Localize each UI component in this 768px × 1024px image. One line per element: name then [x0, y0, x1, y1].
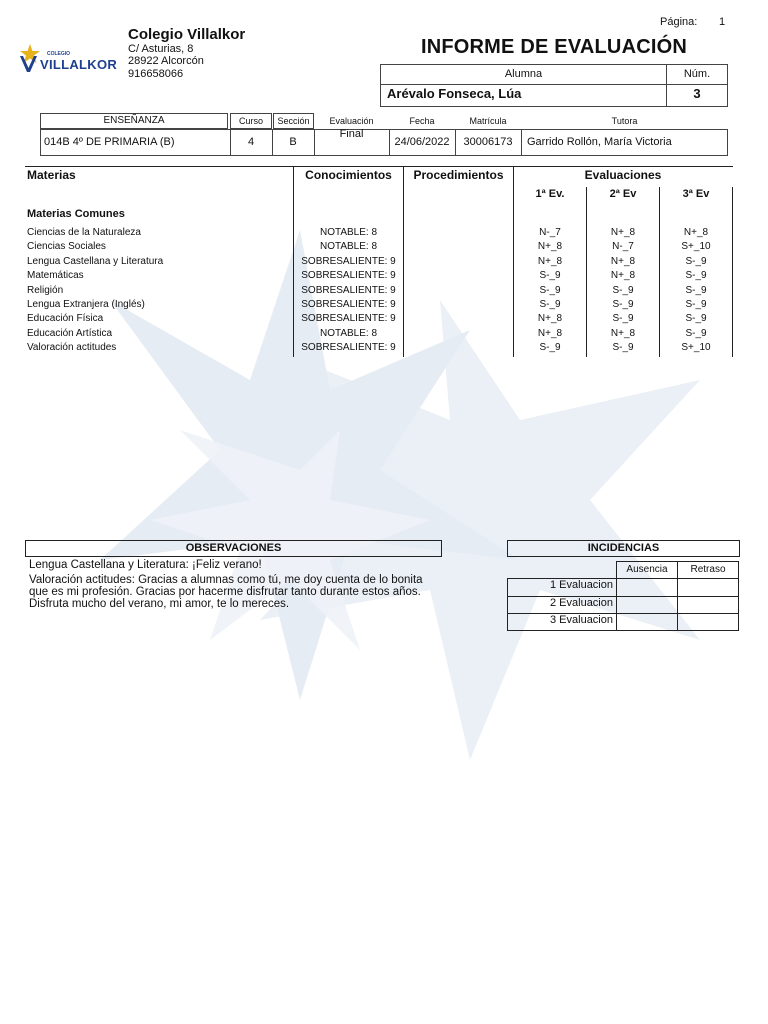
subject-name: Ciencias de la Naturaleza	[27, 227, 141, 238]
header-ev3: 3ª Ev	[682, 188, 710, 200]
subject-name: Religión	[27, 284, 64, 296]
student-name: Arévalo Fonseca, Lúa	[387, 86, 522, 101]
group-title: Materias Comunes	[27, 208, 125, 220]
grade-ev3: N+_8	[683, 227, 709, 238]
grade-conocimientos: SOBRESALIENTE: 9	[301, 284, 396, 296]
header-conocimientos: Conocimientos	[305, 168, 392, 182]
value-fecha: 24/06/2022	[394, 136, 450, 148]
grade-ev1: S-_9	[539, 270, 561, 282]
student-number: 3	[693, 86, 701, 101]
subject-name: Matemáticas	[27, 270, 84, 282]
school-logo	[18, 42, 123, 74]
observations-title: OBSERVACIONES	[185, 542, 282, 554]
student-name-header: Alumna	[504, 68, 543, 80]
incident-row-1: 1 Evaluacion	[550, 579, 613, 591]
header-matricula: Matrícula	[469, 116, 507, 126]
subject-name: Lengua Castellana y Literatura	[27, 255, 164, 267]
subject-name: Ciencias Sociales	[27, 241, 106, 253]
school-name: Colegio Villalkor	[128, 26, 246, 43]
student-box	[380, 64, 728, 107]
grade-ev3: S+_10	[681, 342, 711, 354]
value-tutora: Garrido Rollón, María Victoria	[527, 136, 672, 148]
grade-ev3: S+_10	[681, 241, 711, 253]
grade-ev1: N+_8	[537, 255, 563, 267]
grade-ev1: N+_8	[537, 241, 563, 253]
grade-ev1: N-_7	[539, 227, 561, 238]
value-matricula: 30006173	[463, 136, 513, 148]
subject-name: Educación Física	[27, 313, 104, 325]
value-seccion: B	[289, 136, 297, 148]
subject-name: Educación Artística	[27, 327, 113, 339]
grade-ev2: S-_9	[612, 299, 634, 310]
incidents-col-late: Retraso	[690, 564, 726, 575]
school-address-street: C/ Asturias, 8	[128, 43, 194, 55]
header-fecha: Fecha	[409, 116, 435, 126]
header-ev1: 1ª Ev.	[535, 188, 565, 200]
grade-ev3: S-_9	[685, 327, 707, 339]
grade-ev1: S-_9	[539, 284, 561, 296]
grade-ev2: S-_9	[612, 284, 634, 296]
grade-ev2: S-_9	[612, 313, 634, 325]
grade-ev3: S-_9	[685, 270, 707, 282]
grade-conocimientos: NOTABLE: 8	[319, 227, 378, 238]
grade-conocimientos: NOTABLE: 8	[319, 241, 378, 253]
page-number: 1	[719, 16, 726, 28]
grade-ev2: N+_8	[610, 327, 636, 339]
observation-line-2: Valoración actitudes: Gracias a alumnas como tú, me doy cuenta de lo bonita	[29, 574, 423, 586]
value-curso: 4	[247, 136, 255, 148]
grade-conocimientos: SOBRESALIENTE: 9	[301, 255, 396, 267]
incidents-table	[507, 561, 739, 631]
logo-small-text: COLEGIO	[47, 51, 71, 57]
logo-text: VILLALKOR	[40, 57, 118, 72]
school-phone: 916658066	[128, 68, 184, 80]
grade-conocimientos: SOBRESALIENTE: 9	[301, 313, 396, 325]
value-evaluacion: Final	[339, 128, 364, 140]
grade-conocimientos: SOBRESALIENTE: 9	[301, 342, 396, 354]
incidents-title: INCIDENCIAS	[587, 542, 660, 554]
observations-header	[25, 540, 442, 557]
grade-ev1: S-_9	[539, 342, 561, 354]
observation-line-3: que es mi profesión. Gracias por hacerme disfrutar tanto durante estos años.	[29, 586, 421, 598]
grade-ev2: N-_7	[612, 241, 634, 253]
grade-conocimientos: NOTABLE: 8	[319, 327, 378, 339]
grade-ev2: N+_8	[610, 227, 636, 238]
grade-ev2: N+_8	[610, 270, 636, 282]
incidents-header	[507, 540, 740, 557]
grade-conocimientos: SOBRESALIENTE: 9	[301, 270, 396, 282]
grade-ev1: N+_8	[537, 327, 563, 339]
header-evaluacion: Evaluación	[329, 116, 374, 126]
header-evaluaciones: Evaluaciones	[584, 168, 662, 182]
header-materias: Materias	[27, 168, 76, 182]
incident-row-3: 3 Evaluacion	[550, 614, 613, 626]
grade-ev3: S-_9	[685, 255, 707, 267]
header-procedimientos: Procedimientos	[413, 168, 504, 182]
page-label: Página:	[660, 16, 698, 28]
header-ensenanza: ENSEÑANZA	[103, 115, 165, 126]
incidents-col-absence: Ausencia	[626, 564, 668, 575]
grade-ev3: S-_9	[685, 284, 707, 296]
value-ensenanza: 014B 4º DE PRIMARIA (B)	[44, 136, 175, 148]
subject-name: Lengua Extranjera (Inglés)	[27, 299, 145, 310]
grades-section	[0, 160, 768, 360]
incident-row-2: 2 Evaluacion	[550, 597, 613, 609]
header-curso: Curso	[238, 116, 263, 126]
observation-line-4: Disfruta mucho del verano, mi amor, te lo mereces.	[29, 598, 290, 610]
subject-name: Valoración actitudes	[27, 342, 117, 354]
grade-conocimientos: SOBRESALIENTE: 9	[301, 299, 396, 310]
report-title: INFORME DE EVALUACIÓN	[420, 36, 688, 58]
header-tutora: Tutora	[611, 116, 638, 126]
header-seccion: Sección	[277, 116, 310, 126]
grade-ev2: N+_8	[610, 255, 636, 267]
grade-ev2: S-_9	[612, 342, 634, 354]
student-number-header: Núm.	[683, 68, 711, 80]
grade-ev1: N+_8	[537, 313, 563, 325]
observation-line-1: Lengua Castellana y Literatura: ¡Feliz verano!	[29, 559, 262, 571]
grade-ev1: S-_9	[539, 299, 561, 310]
enrollment-table	[40, 113, 728, 156]
grade-ev3: S-_9	[685, 313, 707, 325]
header-ev2: 2ª Ev	[609, 188, 637, 200]
school-address-city: 28922 Alcorcón	[128, 55, 204, 67]
grade-ev3: S-_9	[685, 299, 707, 310]
